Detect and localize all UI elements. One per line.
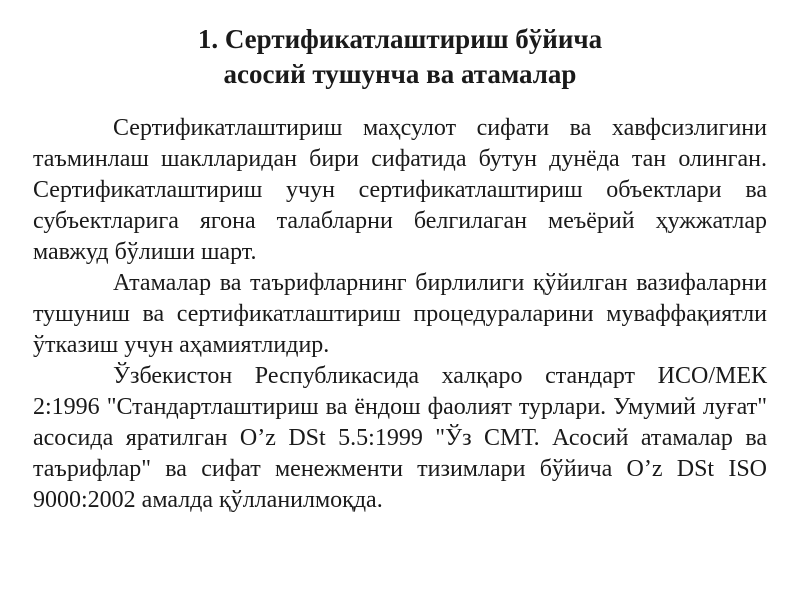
document-page (33, 22, 767, 516)
title-line-2: асосий тушунча ва атамалар (223, 59, 577, 89)
title-line-1: 1. Сертификатлаштириш бўйича (197, 24, 603, 54)
paragraph-3: Ўзбекистон Республикасида халқаро стандарт ИСО/МЕК 2:1996 "Стандартлаштириш ва ёндош фаолият турлари. Умумий луғат" асосида яратилган O’z DSt 5.5:1999 "Ўз СМТ. Асосий атамалар ва таърифлар" ва сифат менежменти тизимлари бўйича O’z DSt ISO 9000:2002 амалда қўлланилмоқда. (33, 363, 767, 513)
document-title (33, 22, 767, 92)
document-body (33, 113, 767, 516)
paragraph-1: Сертификатлаштириш маҳсулот сифати ва хавфсизлигини таъминлаш шаклларидан бири сифатида бутун дунёда тан олинган. Сертификатлаштириш учун сертификатлаштириш объектлари ва субъектларига ягона талабларни белгилаган меъёрий ҳужжатлар мавжуд бўлиши шарт. (33, 115, 767, 265)
paragraph-2: Атамалар ва таърифларнинг бирлилиги қўйилган вазифаларни тушуниш ва сертификатлаштириш процедураларини муваффақиятли ўтказиш учун аҳамиятлидир. (33, 270, 767, 358)
